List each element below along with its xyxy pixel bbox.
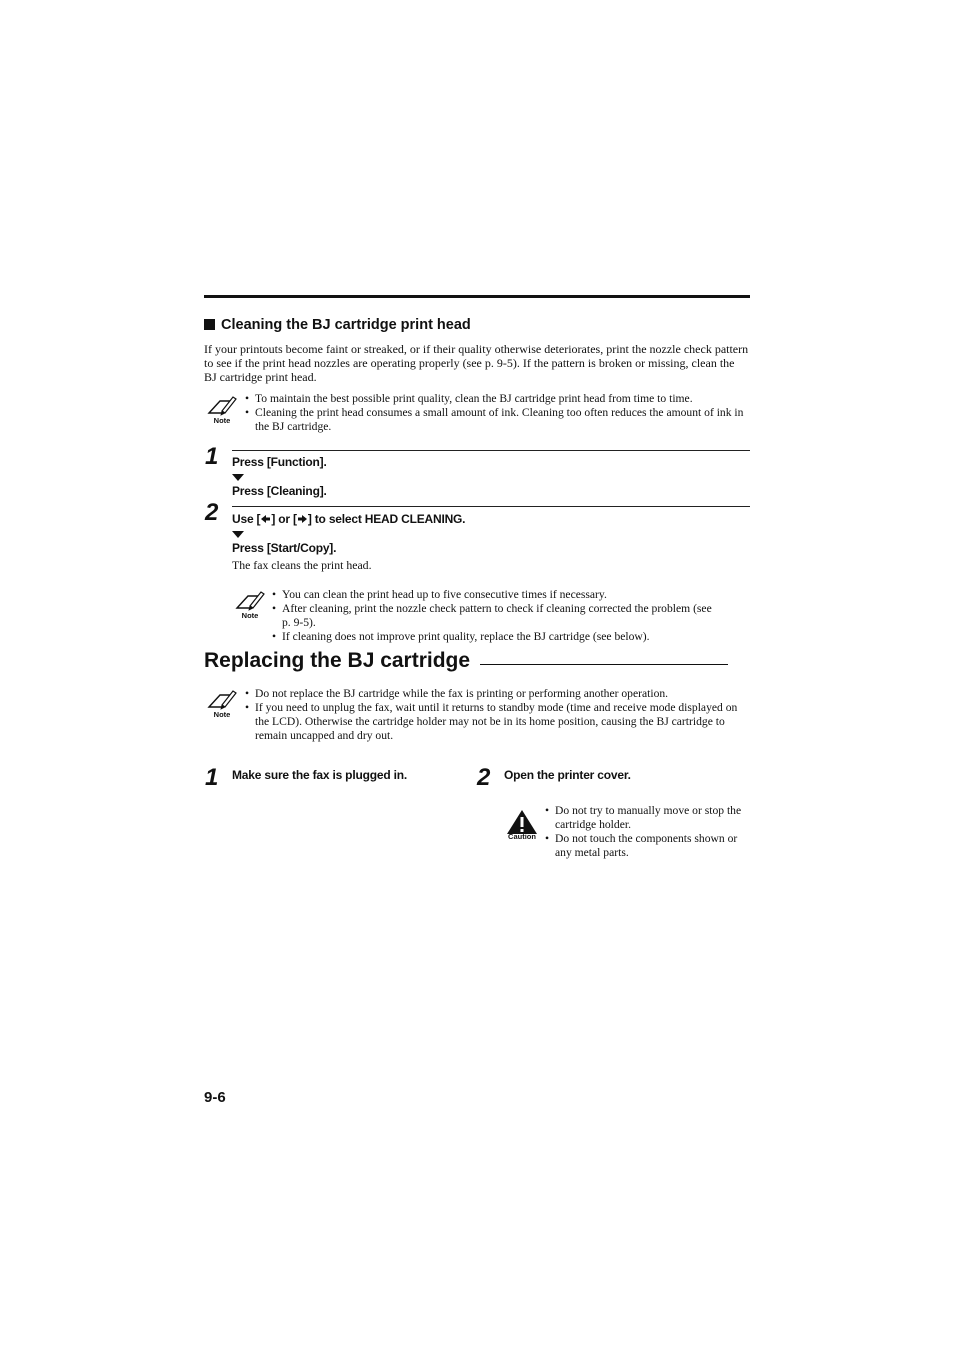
step-instruction: Press [Function].	[232, 455, 327, 469]
step-instruction: Make sure the fax is plugged in.	[232, 768, 407, 782]
step-instruction: Press [Cleaning].	[232, 484, 327, 498]
top-rule	[204, 295, 750, 298]
arrow-down-icon	[232, 474, 244, 481]
list-item: • Do not touch the components shown or any metal parts.	[545, 832, 751, 860]
note-icon: Note	[234, 589, 266, 623]
square-bullet-icon	[204, 319, 215, 330]
step-instruction: Press [Start/Copy].	[232, 541, 337, 555]
step-number: 2	[205, 499, 219, 526]
list-item: • Cleaning the print head consumes a small amount of ink. Cleaning too often reduces the amount of ink in the BJ cartridge.	[245, 406, 751, 434]
step-instruction: Use [ ] or [ ] to select HEAD CLEANING.	[232, 512, 466, 526]
heading-rule	[480, 664, 728, 665]
step-instruction: Open the printer cover.	[504, 768, 631, 782]
arrow-down-icon	[232, 531, 244, 538]
page-number: 9-6	[204, 1089, 226, 1106]
note-list	[245, 687, 751, 743]
list-item: • Do not try to manually move or stop the cartridge holder.	[545, 804, 751, 832]
list-item: • You can clean the print head up to five consecutive times if necessary.	[272, 588, 712, 602]
section-heading: Cleaning the BJ cartridge print head	[204, 317, 471, 333]
step-number: 1	[205, 443, 219, 470]
note-icon: Note	[206, 688, 238, 722]
page-title: Replacing the BJ cartridge	[204, 649, 728, 673]
list-item: • If cleaning does not improve print quality, replace the BJ cartridge (see below).	[272, 630, 712, 644]
note-list	[272, 588, 712, 644]
list-item: • If you need to unplug the fax, wait until it returns to standby mode (time and receive mode displayed on the LCD). Otherwise the cartridge holder may not be in its home position, causing the BJ cartridge to remain uncapped and dry out.	[245, 701, 751, 743]
step-number: 2	[477, 764, 491, 791]
step-divider	[232, 450, 750, 451]
intro-paragraph: If your printouts become faint or streaked, or if their quality otherwise deteriorates, print the nozzle check pattern to see if the print head nozzles are operating properly (see p. 9-5). If the pattern is broken or missing, clean the BJ cartridge print head.	[204, 342, 749, 384]
note-list	[245, 392, 751, 434]
step-divider	[232, 506, 750, 507]
list-item: • After cleaning, print the nozzle check pattern to check if cleaning corrected the problem (see p. 9-5).	[272, 602, 712, 630]
list-item: • To maintain the best possible print quality, clean the BJ cartridge print head from time to time.	[245, 392, 751, 406]
list-item: • Do not replace the BJ cartridge while the fax is printing or performing another operation.	[245, 687, 751, 701]
left-arrow-icon	[260, 514, 271, 524]
caution-list	[545, 804, 751, 860]
caution-icon: Caution	[505, 808, 541, 844]
note-icon: Note	[206, 394, 238, 428]
right-arrow-icon	[297, 514, 308, 524]
step-number: 1	[205, 764, 219, 791]
step-result: The fax cleans the print head.	[232, 558, 372, 572]
